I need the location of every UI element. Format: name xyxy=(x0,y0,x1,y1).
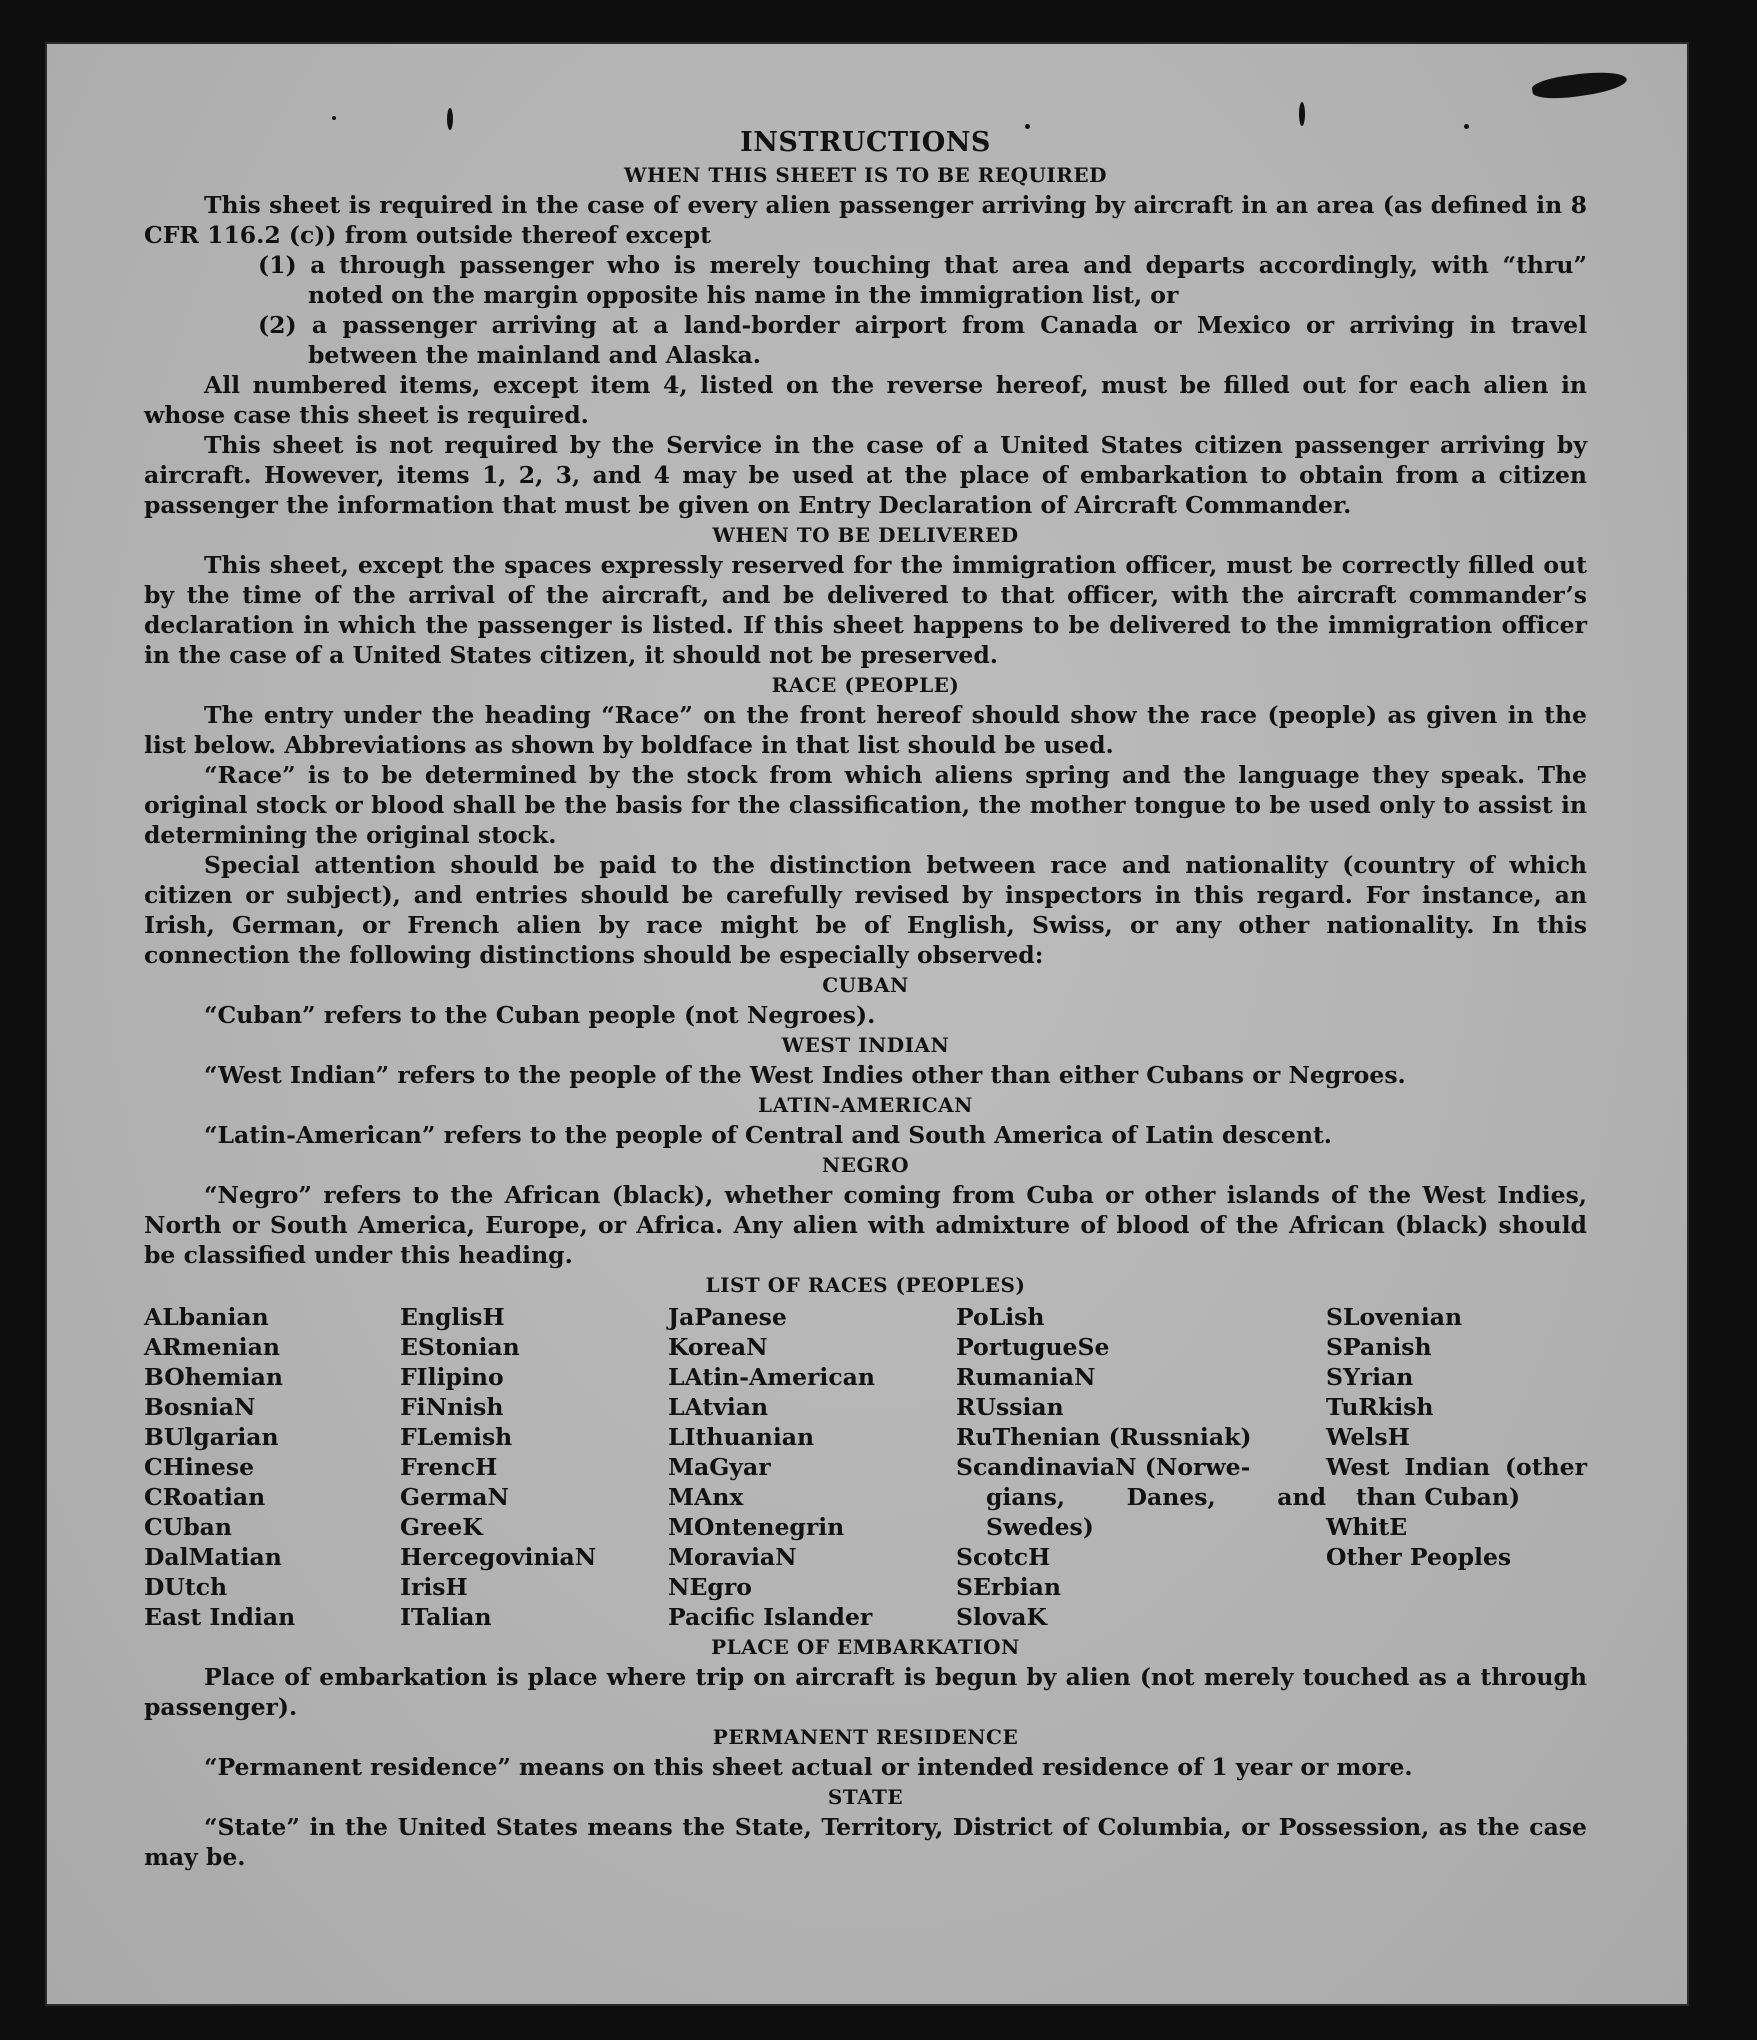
heading-cuban: CUBAN xyxy=(822,973,909,997)
race-entry: BUlgarian xyxy=(144,1423,279,1451)
race-entry: FiNnish xyxy=(400,1393,504,1421)
race-entry: EStonian xyxy=(400,1333,520,1361)
race-column-2 xyxy=(400,1302,668,1632)
heading-when-delivered: WHEN TO BE DELIVERED xyxy=(712,523,1019,547)
heading-state: STATE xyxy=(827,1785,904,1809)
heading-when-required: WHEN THIS SHEET IS TO BE REQUIRED xyxy=(624,163,1107,187)
race-entry: MOntenegrin xyxy=(668,1513,845,1541)
race-entry: CHinese xyxy=(144,1453,255,1481)
race-entry: MoraviaN xyxy=(668,1543,797,1571)
race-entry: LAtin-American xyxy=(668,1363,875,1391)
race-word: and xyxy=(1277,1483,1326,1511)
ink-speck xyxy=(332,116,336,120)
heading-west-indian: WEST INDIAN xyxy=(781,1033,950,1057)
negro-text: “Negro” refers to the African (black), whether coming from Cuba or other islands of the West Indies, North or South America, Europe, or Africa. Any alien with admixture of blood of the African (black) should be classified under this heading. xyxy=(144,1181,1587,1269)
race-word: West xyxy=(1326,1453,1390,1481)
heading-place-of-embarkation: PLACE OF EMBARKATION xyxy=(711,1635,1020,1659)
race-entry xyxy=(1326,1452,1587,1482)
heading-negro: NEGRO xyxy=(821,1153,910,1177)
race-entry: MAnx xyxy=(668,1483,744,1511)
race-entry: ALbanian xyxy=(144,1303,269,1331)
state-text: “State” in the United States means the State, Territory, District of Columbia, or Possession, as the case may be. xyxy=(144,1813,1587,1871)
race-entry: EnglisH xyxy=(400,1303,505,1331)
race-entry: ITalian xyxy=(400,1603,492,1631)
race-entry: RuThenian (Russniak) xyxy=(956,1423,1252,1451)
race-entry: SErbian xyxy=(956,1573,1061,1601)
race-entry: RumaniaN xyxy=(956,1363,1096,1391)
race-entry: PortugueSe xyxy=(956,1333,1110,1361)
ink-blot xyxy=(1531,67,1628,102)
race-entry: LAtvian xyxy=(668,1393,769,1421)
document-sheet xyxy=(47,44,1687,2004)
race-entry: WelsH xyxy=(1326,1423,1410,1451)
race-entry: FIlipino xyxy=(400,1363,504,1391)
race-entry: SlovaK xyxy=(956,1603,1047,1631)
race-entry: ARmenian xyxy=(144,1333,280,1361)
ink-speck xyxy=(1299,102,1305,126)
race-entry: GreeK xyxy=(400,1513,483,1541)
latin-american-text: “Latin-American” refers to the people of Central and South America of Latin descent. xyxy=(204,1121,1332,1149)
heading-permanent-residence: PERMANENT RESIDENCE xyxy=(712,1725,1019,1749)
race-entry: DUtch xyxy=(144,1573,228,1601)
race-column-1 xyxy=(144,1302,400,1632)
race-word: Indian xyxy=(1404,1453,1491,1481)
exception-item-2: (2) a passenger arriving at a land-border airport from Canada or Mexico or arriving in travel between the mainland and Alaska. xyxy=(258,311,1587,369)
race-entry-continuation: than Cuban) xyxy=(1356,1483,1521,1511)
heading-latin-american: LATIN-AMERICAN xyxy=(758,1093,973,1117)
race-entry: NEgro xyxy=(668,1573,752,1601)
race-paragraph-3: Special attention should be paid to the distinction between race and nationality (country of which citizen or subject), and entries should be carefully revised by inspectors in this regard. For instance, an Irish, German, or French alien by race might be of English, Swiss, or any other nationality. In this connection the following distinctions should be especially observed: xyxy=(144,851,1587,969)
heading-race: RACE (PEOPLE) xyxy=(771,673,960,697)
race-entry: TuRkish xyxy=(1326,1393,1434,1421)
race-paragraph-2: “Race” is to be determined by the stock from which aliens spring and the language they speak. The original stock or blood shall be the basis for the classification, the mother tongue to be used only to assist in determining the original stock. xyxy=(144,761,1587,849)
race-entry: DalMatian xyxy=(144,1543,282,1571)
race-entry: CUban xyxy=(144,1513,232,1541)
cuban-text: “Cuban” refers to the Cuban people (not Negroes). xyxy=(204,1001,876,1029)
citizen-paragraph: This sheet is not required by the Service in the case of a United States citizen passenger arriving by aircraft. However, items 1, 2, 3, and 4 may be used at the place of embarkation to obtain from a citizen passenger the information that must be given on Entry Declaration of Aircraft Commander. xyxy=(144,431,1587,519)
when-delivered-text: This sheet, except the spaces expressly reserved for the immigration officer, must be correctly filled out by the time of the arrival of the aircraft, and be delivered to that officer, with the aircraft commander’s declaration in which the passenger is listed. If this sheet happens to be delivered to the immigration officer in the case of a United States citizen, it should not be preserved. xyxy=(144,551,1587,669)
race-entry: GermaN xyxy=(400,1483,509,1511)
residence-text: “Permanent residence” means on this sheet actual or intended residence of 1 year or more. xyxy=(204,1753,1413,1781)
race-entry: JaPanese xyxy=(668,1303,787,1331)
race-entry: ScotcH xyxy=(956,1543,1051,1571)
race-entry: LIthuanian xyxy=(668,1423,815,1451)
race-word: gians, xyxy=(986,1483,1066,1511)
embarkation-text: Place of embarkation is place where trip on aircraft is begun by alien (not merely touched as a through passenger). xyxy=(144,1663,1587,1721)
race-entry: KoreaN xyxy=(668,1333,768,1361)
instructions-content xyxy=(144,126,1587,1872)
race-entry: WhitE xyxy=(1326,1513,1408,1541)
page-title: INSTRUCTIONS xyxy=(740,127,991,158)
race-entry: FLemish xyxy=(400,1423,513,1451)
race-entry: CRoatian xyxy=(144,1483,266,1511)
race-entry: BosniaN xyxy=(144,1393,256,1421)
race-entry: East Indian xyxy=(144,1603,296,1631)
race-word: (other xyxy=(1504,1453,1587,1481)
heading-list-of-races: LIST OF RACES (PEOPLES) xyxy=(705,1273,1026,1297)
race-entry: RUssian xyxy=(956,1393,1064,1421)
race-entry-continuation: Swedes) xyxy=(986,1513,1094,1541)
race-entry: ScandinaviaN (Norwe- xyxy=(956,1453,1251,1481)
numbered-items-paragraph: All numbered items, except item 4, listed on the reverse hereof, must be filled out for each alien in whose case this sheet is required. xyxy=(144,371,1587,429)
race-column-5 xyxy=(1326,1302,1587,1632)
race-column-3 xyxy=(668,1302,956,1632)
race-entry: SPanish xyxy=(1326,1333,1432,1361)
race-entry: HercegoviniaN xyxy=(400,1543,597,1571)
race-entry: MaGyar xyxy=(668,1453,771,1481)
race-entry: FrencH xyxy=(400,1453,498,1481)
race-entry: SLovenian xyxy=(1326,1303,1463,1331)
west-indian-text: “West Indian” refers to the people of the West Indies other than either Cubans or Negroes. xyxy=(204,1061,1406,1089)
race-column-4 xyxy=(956,1302,1326,1632)
race-entry: Pacific Islander xyxy=(668,1603,873,1631)
race-list-table xyxy=(144,1302,1587,1632)
race-entry: PoLish xyxy=(956,1303,1045,1331)
when-required-intro: This sheet is required in the case of every alien passenger arriving by aircraft in an area (as defined in 8 CFR 116.2 (c)) from outside thereof except xyxy=(144,191,1587,249)
race-entry: Other Peoples xyxy=(1326,1543,1512,1571)
race-entry: SYrian xyxy=(1326,1363,1414,1391)
race-entry: BOhemian xyxy=(144,1363,283,1391)
exception-item-1: (1) a through passenger who is merely touching that area and departs accordingly, with “thru” noted on the margin opposite his name in the immigration list, or xyxy=(258,251,1587,309)
race-entry: IrisH xyxy=(400,1573,468,1601)
race-entry-continuation xyxy=(956,1482,1326,1512)
race-paragraph-1: The entry under the heading “Race” on the front hereof should show the race (people) as given in the list below. Abbreviations as shown by boldface in that list should be used. xyxy=(144,701,1587,759)
race-word: Danes, xyxy=(1126,1483,1216,1511)
